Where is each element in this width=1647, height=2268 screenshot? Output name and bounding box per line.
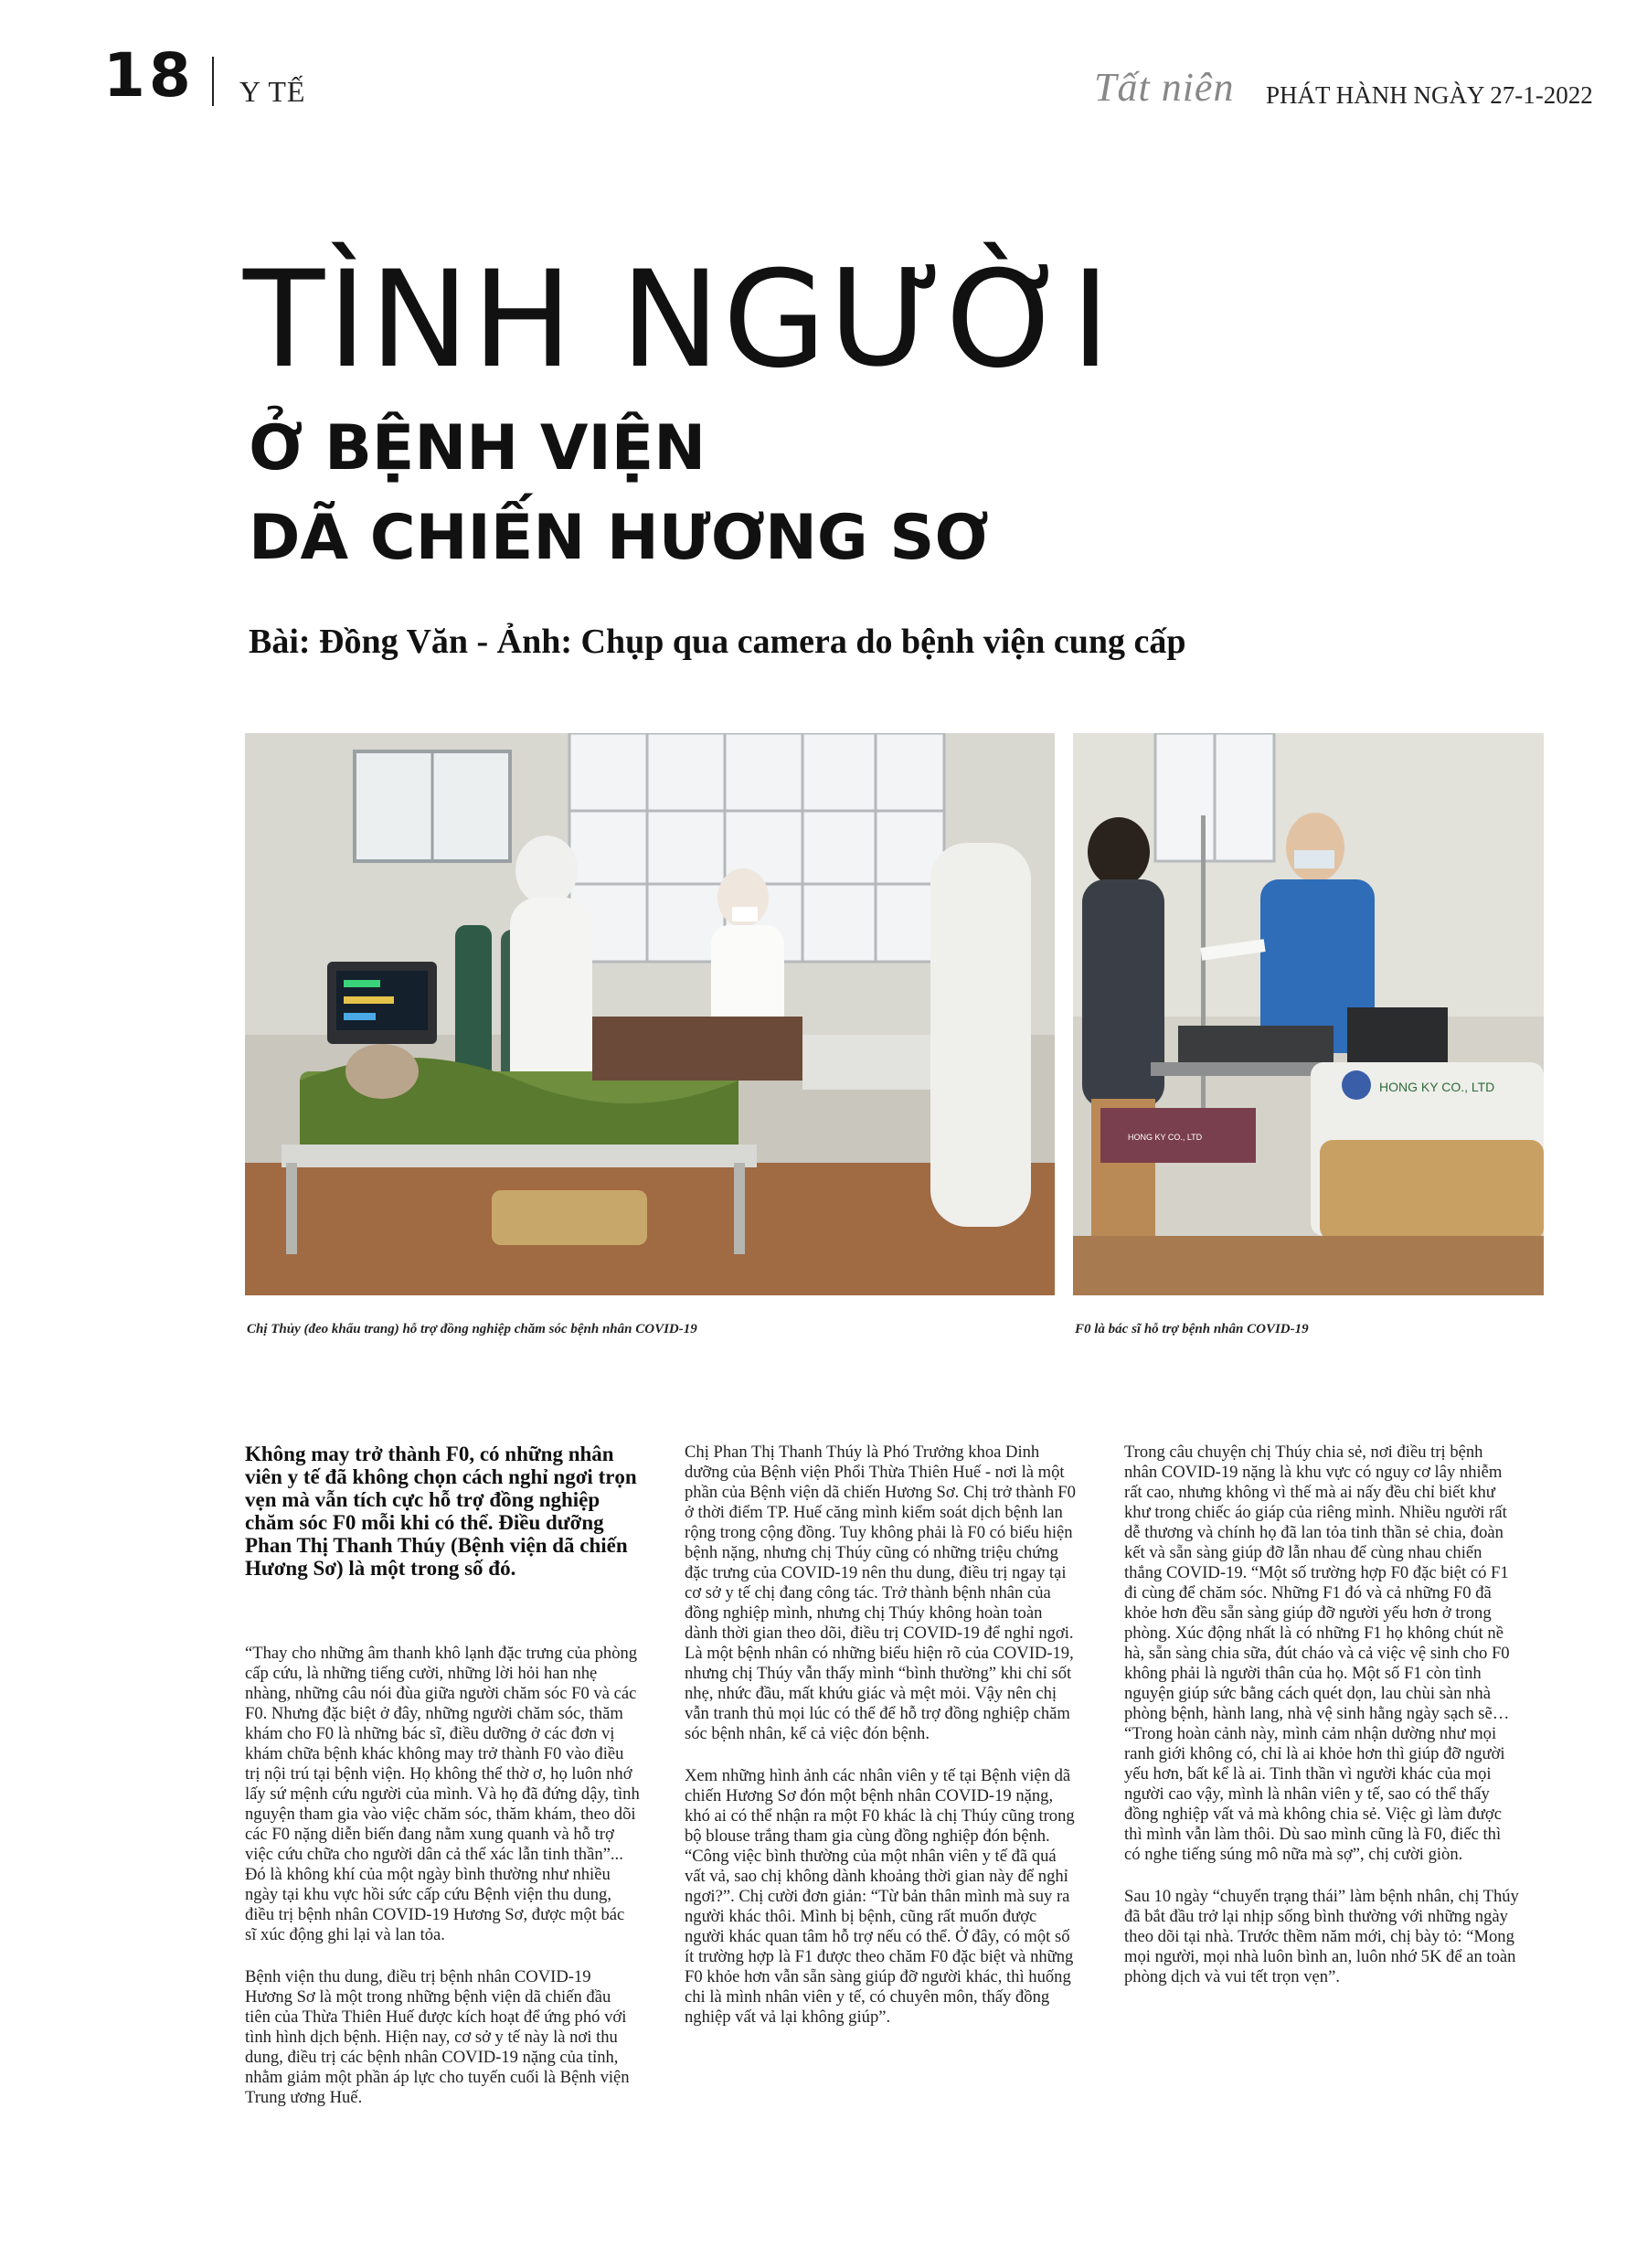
article-subtitle-line-1: Ở BỆNH VIỆN bbox=[249, 412, 707, 484]
article-lead: Không may trở thành F0, có những nhân viên y tế đã không chọn cách nghỉ ngơi trọn vẹn mà vẫn tích cực hỗ trợ đồng nghiệp chăm sóc F0 mỗi khi có thể. Điều dưỡng Phan Thị Thanh Thúy (Bệnh viện dã chiến Hương Sơ) là một trong số đó. bbox=[245, 1443, 637, 1580]
article-title: TÌNH NGƯỜI bbox=[243, 242, 1113, 398]
edition-brand: Tất niên bbox=[1094, 65, 1235, 110]
bed-label-2: HONG KY CO., LTD bbox=[1379, 1080, 1495, 1094]
photo-doctor-illustration bbox=[1073, 733, 1544, 1295]
paragraph-1: “Thay cho những âm thanh khô lạnh đặc trưng của phòng cấp cứu, là những tiếng cười, những lời hỏi han nhẹ nhàng, những câu nói đùa giữa người chăm sóc F0 và các F0. Nhưng đặc biệt ở đây, những người chăm sóc, thăm khám cho F0 là những bác sĩ, điều dưỡng ở các đơn vị khám chữa bệnh khác không may trở thành F0 vào điều trị nội trú tại bệnh viện. Họ không thể thờ ơ, họ luôn nhớ lấy sứ mệnh cứu người của mình. Và họ đã đứng dậy, tình nguyện tham gia vào việc chăm sóc, thăm khám, theo dõi các F0 nặng diễn biến đang nằm xung quanh và hỗ trợ việc cứu chữa cho người dân cả thể xác lẫn tinh thần”... Đó là không khí của một ngày bình thường như nhiều ngày tại khu vực hồi sức cấp cứu Bệnh viện thu dung, điều trị bệnh nhân COVID-19 Hương Sơ, được một bác sĩ xúc động ghi lại và lan tỏa. bbox=[245, 1644, 640, 1944]
article-column-2 bbox=[685, 1443, 1079, 2050]
article-column-3 bbox=[1124, 1443, 1519, 2009]
photo-doctor-supporting bbox=[1073, 733, 1544, 1295]
paragraph-5: Trong câu chuyện chị Thúy chia sẻ, nơi điều trị bệnh nhân COVID-19 nặng là khu vực có nguy cơ lây nhiễm rất cao, nhưng không vì thế mà ai nấy đều chỉ biết khư khư trong chiếc áo giáp của riêng mình. Nhiều người rất dễ thương và chính họ đã lan tỏa tinh thần sẻ chia, đoàn kết và sẵn sàng giúp đỡ lẫn nhau để cùng nhau chiến thắng COVID-19. “Một số trường hợp F0 đặc biệt có F1 đi cùng để chăm sóc. Những F1 đó và cả những F0 đã khỏe hơn đều sẵn sàng giúp đỡ người yếu hơn ở trong phòng. Xúc động nhất là có những F1 họ không chút nề hà, sẵn sàng chia sữa, đút cháo và cả việc vệ sinh cho F0 không phải là người thân của họ. Một số F1 còn tình nguyện giúp sức bằng cách quét dọn, lau chùi sàn nhà phòng bệnh, hành lang, nhà vệ sinh hằng ngày sạch sẽ… “Trong hoàn cảnh này, mình cảm nhận dường như mọi ranh giới không có, chỉ là ai khỏe hơn thì giúp đỡ người yếu hơn, bất kể là ai. Tinh thần vì người khác của mọi người cao vậy, mình là nhân viên y tế, sao có thể thấy đồng nghiệp vất vả mà không chia sẻ. Việc gì làm được thì mình vẫn làm thôi. Dù sao mình cũng là F0, điếc thì có nghe tiếng súng mô nữa mà sợ”, chị cười giòn. bbox=[1124, 1443, 1510, 1864]
paragraph-4: Xem những hình ảnh các nhân viên y tế tại Bệnh viện dã chiến Hương Sơ đón một bệnh nhân COVID-19 nặng, khó ai có thể nhận ra một F0 khác là chị Thúy cũng trong bộ blouse trắng tham gia cùng đồng nghiệp đón bệnh. “Công việc bình thường của một nhân viên y tế đã quá vất vả, sao chị không dành khoảng thời gian này để nghỉ ngơi?”. Chị cười đơn giản: “Từ bản thân mình mà suy ra người khác thôi. Mình bị bệnh, cũng rất muốn được người khác quan tâm hỗ trợ nếu có thể. Ở đây, có một số ít trường hợp là F1 được theo chăm F0 đặc biệt và những F0 khỏe hơn vẫn sẵn sàng giúp đỡ người khác, thì huống chi là mình nhân viên y tế, có chuyên môn, thấy đồng nghiệp vất vả lại không giúp”. bbox=[685, 1766, 1075, 2027]
page-header bbox=[0, 0, 1647, 128]
photo-caption-1: Chị Thủy (đeo khẩu trang) hỗ trợ đồng nghiệp chăm sóc bệnh nhân COVID-19 bbox=[247, 1322, 697, 1336]
paragraph-3: Chị Phan Thị Thanh Thúy là Phó Trưởng khoa Dinh dưỡng của Bệnh viện Phổi Thừa Thiên Huế - nơi là một phần của Bệnh viện dã chiến Hương Sơ. Chị trở thành F0 ở thời điểm TP. Huế căng mình kiểm soát dịch bệnh lan rộng trong cộng đồng. Tuy không phải là F0 có biểu hiện bệnh nặng, nhưng chị Thúy cũng có những triệu chứng đặc trưng của COVID-19 nên thu dung, điều trị ngay tại cơ sở y tế chị đang công tác. Trở thành bệnh nhân của đồng nghiệp mình, nhưng chị Thúy không hoàn toàn dành thời gian theo dõi, điều trị COVID-19 để nghỉ ngơi. Là một bệnh nhân có những biểu hiện rõ của COVID-19, nhưng chị Thúy vẫn thấy mình “bình thường” khi chỉ sốt nhẹ, nhức đầu, mất khứu giác và mệt mỏi. Vậy nên chị vẫn tranh thủ mọi lúc có thể để hỗ trợ đồng nghiệp chăm sóc bệnh nhân, kể cả việc đón bệnh. bbox=[685, 1443, 1076, 1743]
bed-label-1: HONG KY CO., LTD bbox=[1128, 1133, 1203, 1142]
header-divider bbox=[212, 57, 214, 106]
paragraph-6: Sau 10 ngày “chuyển trạng thái” làm bệnh nhân, chị Thúy đã bắt đầu trở lại nhịp sống bình thường với những ngày theo dõi tại nhà. Trước thềm năm mới, chị bày tỏ: “Mong mọi người, mọi nhà luôn bình an, luôn nhớ 5K để an toàn phòng dịch và vui tết trọn vẹn”. bbox=[1124, 1887, 1519, 1986]
photo-caption-2: F0 là bác sĩ hỗ trợ bệnh nhân COVID-19 bbox=[1075, 1322, 1309, 1336]
section-label: Y TẾ bbox=[239, 75, 306, 108]
paragraph-2: Bệnh viện thu dung, điều trị bệnh nhân COVID-19 Hương Sơ là một trong những bệnh viện dã chiến đầu tiên của Thừa Thiên Huế được kích hoạt để ứng phó với tình hình dịch bệnh. Hiện nay, cơ sở y tế này là nơi thu dung, điều trị các bệnh nhân COVID-19 nặng của tỉnh, nhằm giảm một phần áp lực cho tuyến cuối là Bệnh viện Trung ương Huế. bbox=[245, 1967, 630, 2107]
article-byline: Bài: Đồng Văn - Ảnh: Chụp qua camera do bệnh viện cung cấp bbox=[249, 623, 1186, 661]
photo-icu-ward-illustration bbox=[245, 733, 1055, 1295]
page-number: 18 bbox=[103, 40, 195, 111]
photo-icu-ward bbox=[245, 733, 1055, 1295]
article-column-1 bbox=[245, 1443, 640, 2130]
article-subtitle-line-2: DÃ CHIẾN HƯƠNG SƠ bbox=[249, 502, 989, 574]
issue-date: PHÁT HÀNH NGÀY 27-1-2022 bbox=[1266, 81, 1593, 109]
